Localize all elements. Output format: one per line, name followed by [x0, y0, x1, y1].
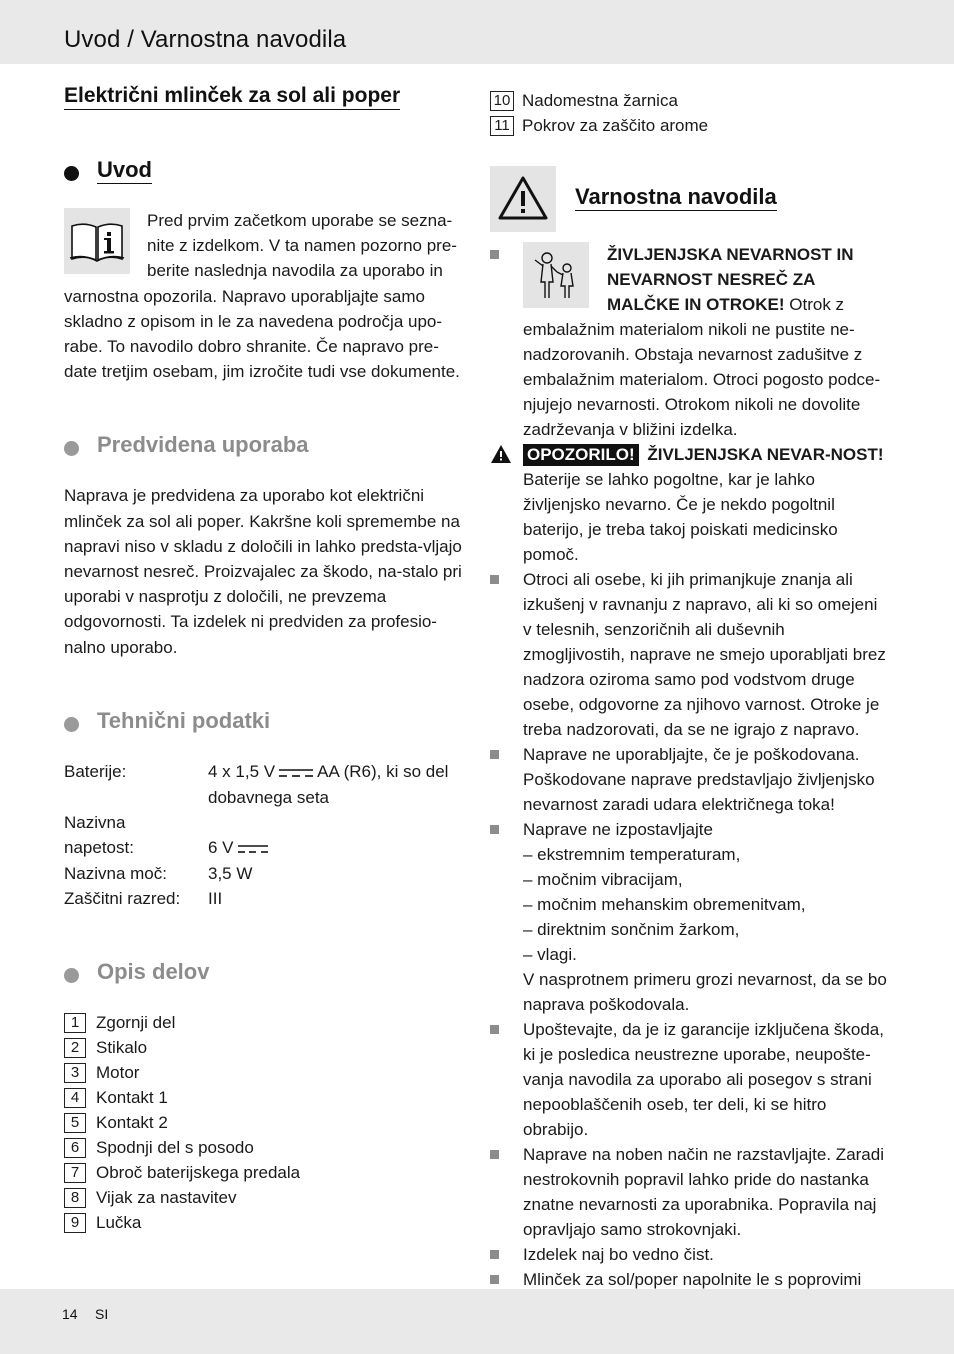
section-bullet-icon [64, 968, 79, 983]
part-label: Nadomestna žarnica [522, 90, 678, 110]
intended-use-text: Naprava je predvidena za uporabo kot električni mlinček za sol ali poper. Kakršne koli spremembe na napravi niso v skladu z določili in lahko predsta-vljajo nevarnost nesreč. Proizvajalec za škodo, na-stalo pri uporabi v nasprotju z določili, ne prevzema odgovornosti. Ta izdelek ni predviden za profesio-nalno uporabo. [64, 486, 462, 657]
intro-block [64, 208, 464, 384]
list-item [64, 1136, 464, 1161]
battery-voltage: 4 x 1,5 V [208, 761, 276, 781]
list-item [490, 442, 890, 567]
dash-item: – močnim vibracijam, [523, 870, 683, 889]
square-bullet-icon [490, 750, 499, 759]
child-warning-text: Otrok z embalažnim materialom nikoli ne pustite ne-nadzorovanih. Obstaja nevarnost zadušitve z embalažnim materialom. Otroci pogosto podce-njujejo nevarnosti. Otrokom nikoli ne dovolite zadrževanja v bližini izdelka. [523, 295, 881, 439]
document-title: Električni mlinček za sol ali poper [64, 84, 400, 110]
list-item [490, 817, 890, 1017]
part-label: Kontakt 1 [96, 1088, 168, 1108]
part-label: Spodnji del s posodo [96, 1138, 254, 1158]
spec-value [208, 759, 464, 810]
parts-list-continued [490, 88, 890, 138]
intro-text: Pred prvim začetkom uporabe se sezna-nite z izdelkom. V ta namen pozorno pre-berite naslednja navodila za uporabo in varnostna opozorila. Napravo uporabljajte samo skladno z opisom in le za navedena področja upo-rabe. To navodilo dobro shranite. Če napravo pre-date tretjim osebam, jim izročite tudi vse dokumente. [64, 211, 460, 382]
dash-item: – direktnim sončnim žarkom, [523, 920, 740, 939]
list-item [64, 1061, 464, 1086]
safety-item-text: Naprave ne uporabljajte, če je poškodovana. Poškodovane naprave predstavljajo življenjsko nevarnost zaradi udara električnega toka! [523, 745, 875, 814]
spec-label: Baterije: [64, 761, 127, 781]
section-tech-data-heading [64, 708, 464, 738]
dc-symbol-icon [279, 760, 313, 785]
part-label: Kontakt 2 [96, 1113, 168, 1133]
square-bullet-icon [490, 250, 499, 259]
spec-value [208, 810, 464, 861]
square-bullet-icon [490, 1275, 499, 1284]
dc-symbol-icon [238, 836, 268, 861]
part-number: 4 [64, 1088, 86, 1108]
part-number: 11 [490, 116, 514, 136]
left-column [64, 84, 464, 1236]
part-label: Pokrov za zaščito arome [522, 115, 709, 135]
dash-item: – ekstremnim temperaturam, [523, 845, 741, 864]
list-item [490, 88, 890, 113]
safety-item-text: Mlinček za sol/poper napolnite le s poprovimi [523, 1270, 862, 1289]
warning-text: Baterije se lahko pogoltne, kar je lahko življenjsko nevarno. Če je nekdo pogoltnil baterijo, je treba takoj poiskati medicinsko pomoč. [523, 470, 838, 564]
part-label: Motor [96, 1063, 140, 1083]
part-number: 3 [64, 1063, 86, 1083]
safety-heading [490, 166, 890, 232]
part-number: 2 [64, 1038, 86, 1058]
tech-data-table [64, 759, 464, 911]
part-number: 1 [64, 1013, 86, 1033]
part-label: Obroč baterijskega predala [96, 1163, 301, 1183]
list-item [490, 113, 890, 138]
list-item [64, 1211, 464, 1236]
safety-item-text: Upoštevajte, da je iz garancije izključena škoda, ki je posledica neustrezne uporabe, neupošte-vanja navodila za uporabo ali posegov s strani nepooblaščenih oseb, ter deli, ki se hitro obrabijo. [523, 1020, 884, 1139]
part-label: Stikalo [96, 1038, 148, 1058]
spec-value: 3,5 W [208, 863, 253, 883]
warning-bold: ŽIVLJENJSKA NEVAR-NOST! [642, 445, 884, 464]
spec-label: Zaščitni razred: [64, 888, 181, 908]
page-number: 14 [62, 1306, 78, 1322]
language-code: SI [95, 1306, 109, 1322]
list-item [64, 1111, 464, 1136]
list-item [64, 1161, 464, 1186]
square-bullet-icon [490, 575, 499, 584]
part-number: 7 [64, 1163, 86, 1183]
square-bullet-icon [490, 1250, 499, 1259]
spec-label-line: Nazivna [64, 812, 126, 832]
section-parts-title: Opis delov [97, 958, 210, 984]
footer-bar [0, 1289, 954, 1354]
section-intended-use-heading [64, 432, 464, 462]
manual-info-icon [64, 208, 130, 274]
list-item [64, 1011, 464, 1036]
list-item [490, 1242, 890, 1267]
list-item [64, 1036, 464, 1061]
list-item [64, 1086, 464, 1111]
battery-note: dobavnega seta [208, 787, 329, 807]
part-number: 6 [64, 1138, 86, 1158]
warning-small-icon [490, 444, 512, 464]
right-column [490, 88, 890, 1317]
part-number: 9 [64, 1213, 86, 1233]
battery-type: AA (R6), ki so del [317, 761, 449, 781]
warning-badge: OPOZORILO! [523, 444, 639, 466]
section-bullet-icon [64, 166, 79, 181]
safety-item-text: Otroci ali osebe, ki jih primanjkuje znanja ali izkušenj v ravnanju z napravo, ali ki so omejeni v telesnih, senzoričnih ali duševnih zmogljivostih, naprave ne smejo uporabljati brez nadzora oziroma samo pod vodstvom druge osebe, odgovorne za njihovo varnost. Otroke je treba nadzorovati, da se ne igrajo z napravo. [523, 570, 886, 739]
part-label: Zgornji del [96, 1013, 176, 1033]
spec-row-voltage [64, 810, 464, 861]
list-item [64, 1186, 464, 1211]
warning-triangle-icon [490, 166, 556, 232]
square-bullet-icon [490, 1150, 499, 1159]
section-bullet-icon [64, 441, 79, 456]
list-item [490, 742, 890, 817]
part-label: Lučka [96, 1213, 142, 1233]
section-bullet-icon [64, 717, 79, 732]
section-intended-use-title: Predvidena uporaba [97, 432, 309, 458]
parts-list [64, 1011, 464, 1236]
dash-item: – vlagi. [523, 945, 577, 964]
spec-row-battery [64, 759, 464, 810]
safety-item-text: V nasprotnem primeru grozi nevarnost, da se bo naprava poškodovala. [523, 970, 887, 1014]
spec-row-power [64, 861, 464, 886]
page-title: Uvod / Varnostna navodila [64, 26, 347, 53]
dash-item: – močnim mehanskim obremenitvam, [523, 895, 806, 914]
spec-label: Nazivna moč: [64, 863, 167, 883]
list-item [490, 1142, 890, 1242]
spec-label-line: napetost: [64, 837, 134, 857]
section-intro-heading [64, 157, 464, 187]
section-tech-data-title: Tehnični podatki [97, 707, 271, 733]
spec-value: III [208, 888, 223, 908]
child-warning-bold: ŽIVLJENJSKA NEVARNOST IN NEVARNOST NESREČ ZA MALČKE IN OTROKE! [607, 245, 854, 314]
spec-label [64, 810, 208, 861]
child-warning-icon [523, 242, 589, 308]
square-bullet-icon [490, 1025, 499, 1034]
part-number: 10 [490, 91, 514, 111]
part-label: Vijak za nastavitev [96, 1188, 237, 1208]
safety-list [490, 242, 890, 1317]
list-item [490, 1017, 890, 1142]
square-bullet-icon [490, 825, 499, 834]
safety-item-text: Naprave ne izpostavljajte [523, 820, 713, 839]
list-item [490, 242, 890, 442]
section-parts-heading [64, 959, 464, 989]
rated-voltage: 6 V [208, 837, 234, 857]
section-intro-title: Uvod [97, 157, 152, 182]
part-number: 8 [64, 1188, 86, 1208]
safety-item-text: Naprave na noben način ne razstavljajte. Zaradi nestrokovnih popravil lahko pride do nastanka znatne nevarnosti za uporabnika. Popravila naj opravljajo samo strokovnjaki. [523, 1145, 884, 1239]
spec-row-class [64, 886, 464, 911]
safety-title: Varnostna navodila [575, 184, 777, 209]
safety-item-text: Izdelek naj bo vedno čist. [523, 1245, 714, 1264]
part-number: 5 [64, 1113, 86, 1133]
list-item [490, 567, 890, 742]
